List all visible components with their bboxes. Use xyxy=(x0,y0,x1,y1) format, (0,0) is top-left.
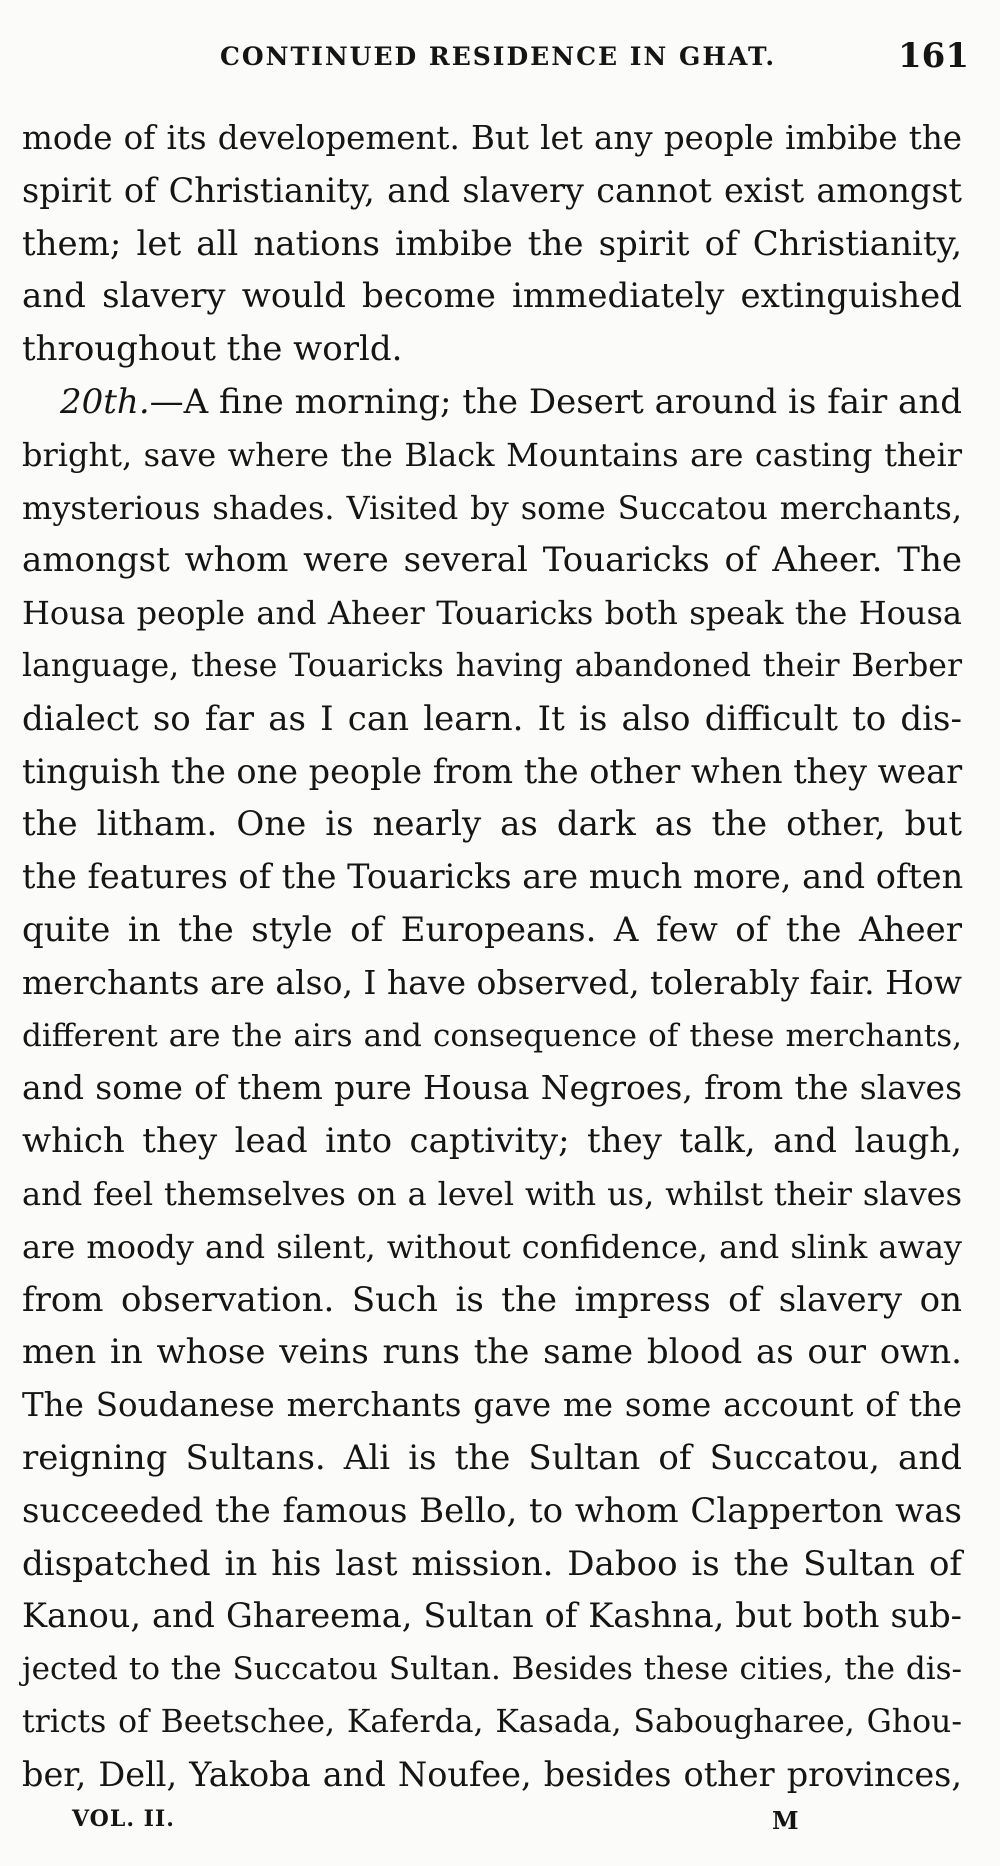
text-line: throughout the world. xyxy=(22,329,403,370)
running-head: CONTINUED RESIDENCE IN GHAT. xyxy=(220,42,777,71)
text-line: language, these Touaricks having abandoned their Berber xyxy=(22,647,962,684)
text-line: amongst whom were several Touaricks of Aheer. The xyxy=(22,540,962,581)
text-line: The Soudanese merchants gave me some account of the xyxy=(22,1386,962,1425)
signature-mark: M xyxy=(772,1806,799,1835)
text-line: ber, Dell, Yakoba and Noufee, besides other provinces, xyxy=(22,1754,962,1794)
text-line: tricts of Beetschee, Kaferda, Kasada, Sabougharee, Ghou- xyxy=(22,1703,962,1740)
text-line: succeeded the famous Bello, to whom Clapperton was xyxy=(22,1490,962,1531)
text-line: dispatched in his last mission. Daboo is the Sultan of xyxy=(22,1543,962,1584)
text-line: mysterious shades. Visited by some Succatou merchants, xyxy=(22,488,962,527)
text-line: the features of the Touaricks are much more, and often xyxy=(22,857,964,897)
text-line: jected to the Succatou Sultan. Besides these cities, the dis- xyxy=(22,1651,962,1688)
date-dash: — xyxy=(149,381,184,422)
text-line: reigning Sultans. Ali is the Sultan of Succatou, and xyxy=(22,1437,962,1478)
date-label: 20th. xyxy=(60,381,150,422)
text-line-rest: A fine morning; the Desert around is fair and xyxy=(183,381,962,422)
text-line: mode of its developement. But let any people imbibe the xyxy=(22,119,962,157)
body-text xyxy=(22,112,962,1802)
text-line: and feel themselves on a level with us, whilst their slaves xyxy=(22,1174,962,1213)
text-line: which they lead into captivity; they talk, and laugh, xyxy=(22,1121,962,1162)
text-line: the litham. One is nearly as dark as the other, but xyxy=(22,804,962,845)
text-line: bright, save where the Black Mountains are casting their xyxy=(22,435,962,474)
text-line: spirit of Christianity, and slavery cannot exist amongst xyxy=(22,170,962,210)
text-line: and some of them pure Housa Negroes, from the slaves xyxy=(22,1068,962,1108)
text-line: dialect so far as I can learn. It is also difficult to dis- xyxy=(22,698,962,739)
text-line: quite in the style of Europeans. A few of the Aheer xyxy=(22,909,962,950)
text-line: Housa people and Aheer Touaricks both speak the Housa xyxy=(22,594,962,633)
volume-label: VOL. II. xyxy=(72,1806,175,1832)
page-number: 161 xyxy=(898,36,969,76)
text-line: from observation. Such is the impress of slavery on xyxy=(22,1279,962,1320)
text-line: merchants are also, I have observed, tolerably fair. How xyxy=(22,962,962,1002)
text-line: tinguish the one people from the other when they wear xyxy=(22,751,963,791)
text-line-dated xyxy=(22,376,962,429)
text-line: Kanou, and Ghareema, Sultan of Kashna, but both sub- xyxy=(22,1596,962,1636)
page-header xyxy=(0,36,1000,86)
page-footer xyxy=(0,1806,1000,1846)
text-line: are moody and silent, without confidence, and slink away xyxy=(22,1227,962,1266)
text-line: different are the airs and consequence of these merchants, xyxy=(22,1017,962,1054)
text-line: and slavery would become immediately extinguished xyxy=(22,276,962,317)
text-line: them; let all nations imbibe the spirit of Christianity, xyxy=(22,223,962,264)
text-line: men in whose veins runs the same blood as our own. xyxy=(22,1332,962,1373)
